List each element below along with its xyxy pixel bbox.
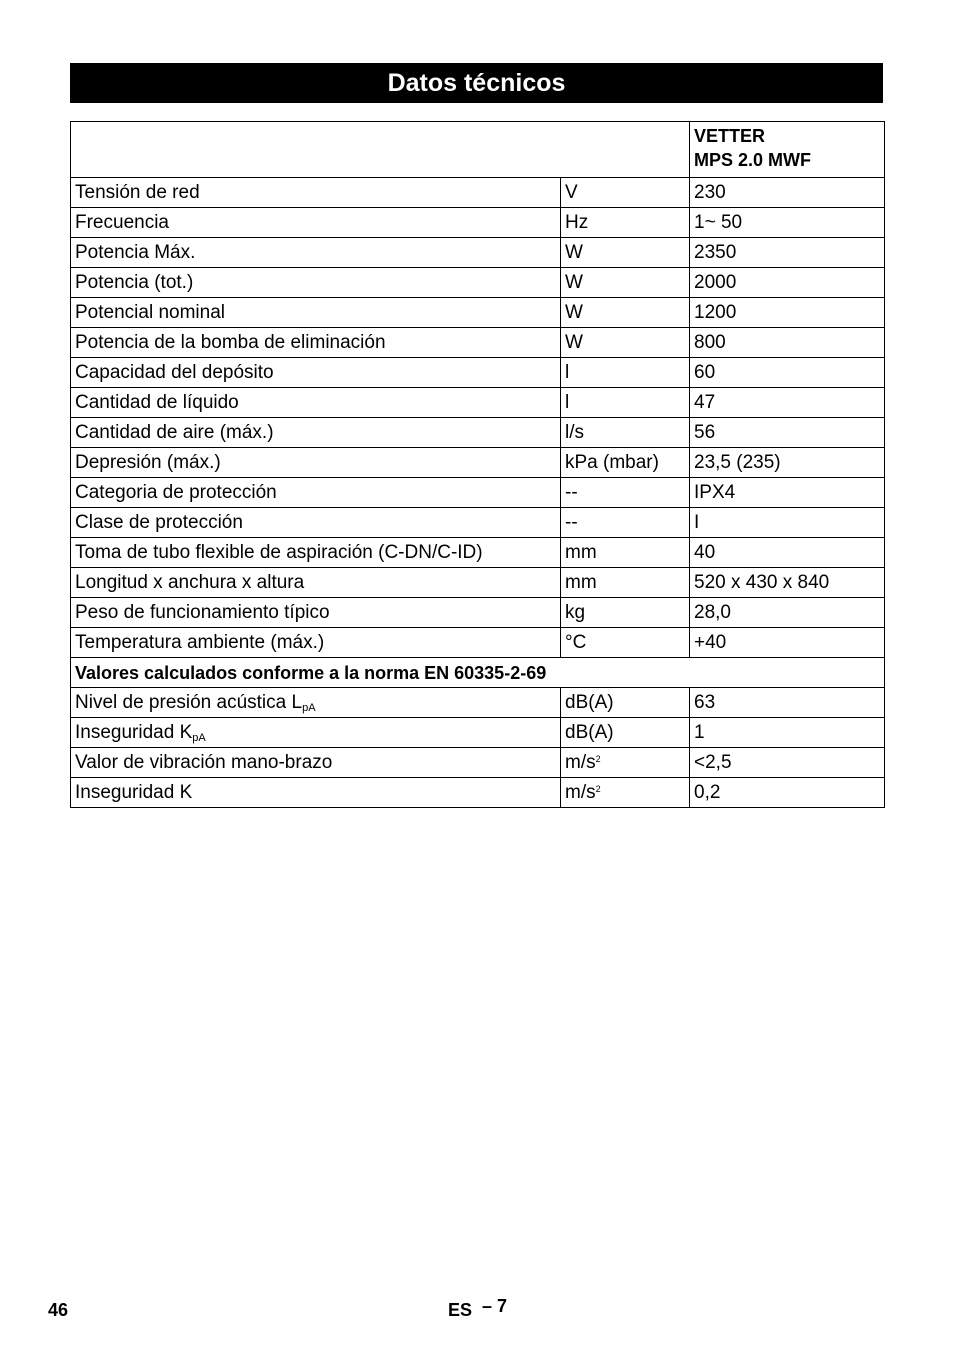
spec-label-text: Clase de protección	[75, 511, 243, 533]
table-header-row	[71, 122, 885, 178]
spec-unit	[561, 178, 690, 208]
measured-unit	[561, 748, 690, 778]
spec-unit-text: kPa (mbar)	[565, 451, 659, 473]
spec-value-text: 60	[694, 361, 716, 383]
table-row	[71, 718, 885, 748]
spec-unit	[561, 628, 690, 658]
spec-unit-text: W	[565, 241, 583, 263]
measured-value-text: 1	[694, 721, 705, 743]
spec-label	[71, 178, 561, 208]
spec-label-text: Depresión (máx.)	[75, 451, 221, 473]
table-row	[71, 298, 885, 328]
spec-value-text: 1200	[694, 301, 737, 323]
table-row	[71, 748, 885, 778]
measured-label-text: Valor de vibración mano-brazo	[75, 751, 333, 773]
spec-unit	[561, 448, 690, 478]
spec-value-text: 40	[694, 541, 716, 563]
spec-value-text: I	[694, 511, 700, 533]
spec-value	[690, 538, 885, 568]
spec-value-text: IPX4	[694, 481, 736, 503]
spec-value	[690, 478, 885, 508]
measured-unit-text: m/s	[565, 751, 596, 773]
spec-label	[71, 388, 561, 418]
spec-label	[71, 508, 561, 538]
spec-unit	[561, 388, 690, 418]
spec-unit	[561, 598, 690, 628]
table-row	[71, 478, 885, 508]
spec-label-text: Categoria de protección	[75, 481, 277, 503]
spec-value-text: 800	[694, 331, 726, 353]
spec-unit-text: mm	[565, 571, 597, 593]
page-number: 46	[48, 1300, 69, 1320]
spec-unit	[561, 238, 690, 268]
measured-label	[71, 688, 561, 718]
spec-label-text: Temperatura ambiente (máx.)	[75, 631, 325, 653]
spec-value	[690, 268, 885, 298]
spec-label-text: Capacidad del depósito	[75, 361, 274, 383]
model-line1: VETTER	[694, 126, 766, 146]
spec-value	[690, 328, 885, 358]
spec-value-text: 47	[694, 391, 716, 413]
measured-label-text: Inseguridad K	[75, 721, 193, 743]
measured-unit	[561, 688, 690, 718]
spec-label-text: Peso de funcionamiento típico	[75, 601, 330, 623]
spec-label-text: Potencial nominal	[75, 301, 225, 323]
spec-label	[71, 298, 561, 328]
spec-value	[690, 208, 885, 238]
label-subscript: pA	[192, 731, 206, 744]
spec-label-text: Toma de tubo flexible de aspiración (C-DN/C-ID)	[75, 541, 483, 563]
table-row	[71, 208, 885, 238]
table-row	[71, 688, 885, 718]
spec-label	[71, 358, 561, 388]
unit-superscript: 2	[595, 753, 601, 764]
spec-value	[690, 238, 885, 268]
label-subscript: pA	[302, 701, 316, 714]
measured-unit	[561, 778, 690, 808]
spec-label	[71, 268, 561, 298]
spec-unit	[561, 328, 690, 358]
spec-unit-text: l	[565, 391, 570, 413]
spec-value-text: 2350	[694, 241, 737, 263]
spec-label	[71, 478, 561, 508]
table-row	[71, 568, 885, 598]
spec-value	[690, 448, 885, 478]
table-row	[71, 178, 885, 208]
measured-label	[71, 718, 561, 748]
table-row	[71, 448, 885, 478]
spec-unit	[561, 538, 690, 568]
footer-page-suffix: – 7	[482, 1296, 508, 1316]
spec-value-text: 2000	[694, 271, 737, 293]
spec-value	[690, 568, 885, 598]
spec-value	[690, 298, 885, 328]
spec-label-text: Longitud x anchura x altura	[75, 571, 305, 593]
measured-unit-text: dB(A)	[565, 721, 614, 743]
spec-unit	[561, 298, 690, 328]
table-row	[71, 358, 885, 388]
header-empty-cell	[71, 122, 690, 178]
spec-label	[71, 598, 561, 628]
spec-value	[690, 178, 885, 208]
table-row	[71, 778, 885, 808]
spec-label	[71, 238, 561, 268]
unit-superscript: 2	[595, 783, 601, 794]
spec-unit	[561, 208, 690, 238]
spec-value-text: 28,0	[694, 601, 731, 623]
measured-value-text: 63	[694, 691, 716, 713]
spec-unit-text: V	[565, 181, 578, 203]
page-title: Datos técnicos	[70, 63, 883, 103]
spec-unit	[561, 478, 690, 508]
spec-label-text: Tensión de red	[75, 181, 200, 203]
spec-unit	[561, 268, 690, 298]
measured-unit-text: m/s	[565, 781, 596, 803]
spec-value-text: 56	[694, 421, 716, 443]
table-row	[71, 328, 885, 358]
spec-value-text: +40	[694, 631, 727, 653]
spec-unit-text: kg	[565, 601, 586, 623]
spec-label-text: Potencia Máx.	[75, 241, 196, 263]
spec-value	[690, 418, 885, 448]
measured-value	[690, 748, 885, 778]
model-line2: MPS 2.0 MWF	[694, 150, 812, 170]
spec-value-text: 23,5 (235)	[694, 451, 781, 473]
measured-value	[690, 718, 885, 748]
spec-label-text: Cantidad de aire (máx.)	[75, 421, 274, 443]
spec-unit-text: Hz	[565, 211, 589, 233]
table-row	[71, 598, 885, 628]
spec-unit	[561, 508, 690, 538]
measured-unit-text: dB(A)	[565, 691, 614, 713]
spec-unit-text: W	[565, 301, 583, 323]
spec-value-text: 520 x 430 x 840	[694, 571, 830, 593]
table-row	[71, 238, 885, 268]
spec-unit	[561, 568, 690, 598]
spec-value-text: 1~ 50	[694, 211, 743, 233]
spec-label	[71, 328, 561, 358]
table-row	[71, 268, 885, 298]
spec-unit	[561, 358, 690, 388]
measured-label	[71, 778, 561, 808]
measured-value	[690, 778, 885, 808]
spec-unit-text: l	[565, 361, 570, 383]
footer-language: ES	[448, 1300, 473, 1320]
section-title-text: Valores calculados conforme a la norma EN 60335-2-69	[75, 662, 547, 683]
spec-value-text: 230	[694, 181, 726, 203]
measured-label-text: Nivel de presión acústica L	[75, 691, 303, 713]
table-row	[71, 418, 885, 448]
spec-unit	[561, 418, 690, 448]
spec-value	[690, 358, 885, 388]
table-row	[71, 508, 885, 538]
spec-label	[71, 538, 561, 568]
spec-label	[71, 208, 561, 238]
measured-label-text: Inseguridad K	[75, 781, 193, 803]
spec-unit-text: l/s	[565, 421, 584, 443]
spec-label	[71, 568, 561, 598]
spec-label	[71, 448, 561, 478]
specs-table	[70, 121, 885, 808]
spec-unit-text: --	[565, 481, 578, 503]
spec-unit-text: W	[565, 331, 583, 353]
section-title	[71, 658, 885, 688]
spec-value	[690, 508, 885, 538]
table-row	[71, 538, 885, 568]
measured-value-text: 0,2	[694, 781, 721, 803]
section-header-row	[71, 658, 885, 688]
spec-label	[71, 418, 561, 448]
spec-unit-text: °C	[565, 631, 587, 653]
spec-unit-text: W	[565, 271, 583, 293]
table-row	[71, 388, 885, 418]
spec-unit-text: --	[565, 511, 578, 533]
spec-unit-text: mm	[565, 541, 597, 563]
spec-label-text: Potencia (tot.)	[75, 271, 194, 293]
measured-value	[690, 688, 885, 718]
spec-value	[690, 598, 885, 628]
spec-label	[71, 628, 561, 658]
model-header-cell	[690, 122, 885, 178]
measured-value-text: <2,5	[694, 751, 732, 773]
measured-label	[71, 748, 561, 778]
spec-value	[690, 388, 885, 418]
spec-value	[690, 628, 885, 658]
spec-label-text: Frecuencia	[75, 211, 169, 233]
table-row	[71, 628, 885, 658]
spec-label-text: Potencia de la bomba de eliminación	[75, 331, 386, 353]
measured-unit	[561, 718, 690, 748]
spec-label-text: Cantidad de líquido	[75, 391, 239, 413]
